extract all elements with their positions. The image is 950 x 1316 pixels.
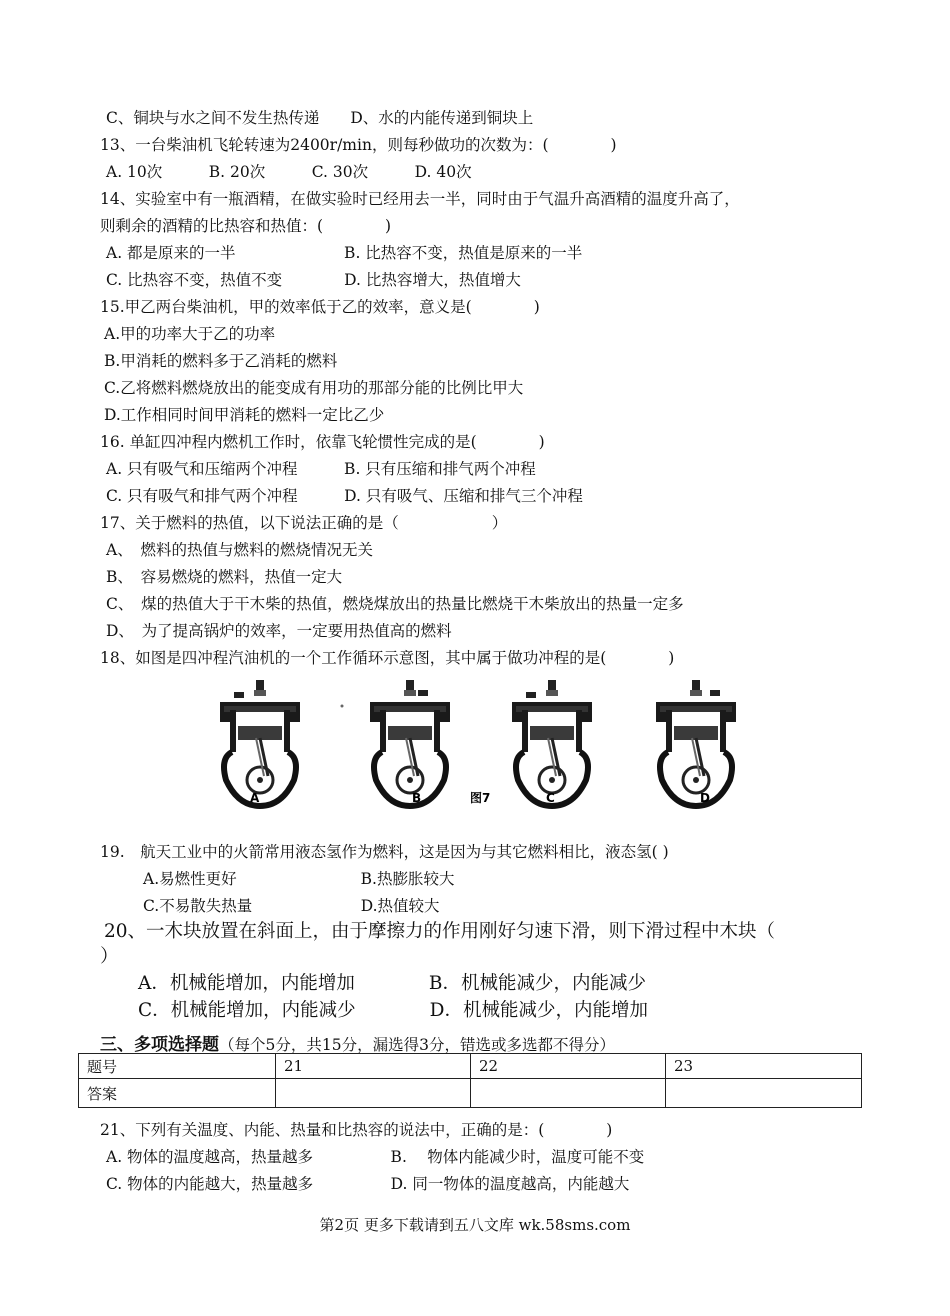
q17-option-d: D、 为了提高锅炉的效率，一定要用热值高的燃料: [106, 622, 452, 640]
q21-stem: 21、下列有关温度、内能、热量和比热容的说法中，正确的是：( ): [100, 1121, 613, 1139]
answer-table-header-row: [79, 1054, 862, 1079]
figure-label-d: D: [700, 791, 710, 805]
answer-table-col-22: 22: [471, 1054, 666, 1079]
q20-stem-1: 20、一木块放置在斜面上，由于摩擦力的作用刚好匀速下滑，则下滑过程中木块（: [104, 921, 776, 942]
section-3-note: （每个5分，共15分，漏选得3分，错选或多选都不得分）: [219, 1036, 615, 1054]
q17-option-c: C、 煤的热值大于干木柴的热值，燃烧煤放出的热量比燃烧干木柴放出的热量一定多: [106, 595, 684, 613]
q19-stem: 19. 航天工业中的火箭常用液态氢作为燃料，这是因为与其它燃料相比，液态氢( ): [100, 843, 669, 861]
answer-cell-22[interactable]: [471, 1079, 666, 1108]
q13-stem: 13、一台柴油机飞轮转速为2400r/min，则每秒做功的次数为：( ): [100, 136, 617, 154]
q17-stem: 17、关于燃料的热值，以下说法正确的是（ ）: [100, 514, 508, 532]
figure-label-a: A: [250, 791, 260, 805]
answer-table: [78, 1053, 862, 1108]
section-3-title: 三、多项选择题: [100, 1035, 219, 1055]
q14-stem-1: 14、实验室中有一瓶酒精，在做实验时已经用去一半，同时由于气温升高酒精的温度升高了，: [100, 190, 740, 208]
figure-label-b: B: [412, 791, 422, 805]
q14-options-ab: A. 都是原来的一半 B. 比热容不变，热值是原来的一半: [106, 244, 583, 262]
section-3-heading: [100, 1030, 615, 1055]
page-footer: 第2页 更多下载请到五八文库 wk.58sms.com: [319, 1216, 631, 1234]
engine-b: [370, 680, 450, 806]
q20-options-ab: A．机械能增加，内能增加 B．机械能减少，内能减少: [138, 973, 646, 994]
q17-option-a: A、 燃料的热值与燃料的燃烧情况无关: [106, 541, 373, 559]
answer-table-col-21: 21: [276, 1054, 471, 1079]
answer-table-col-23: 23: [666, 1054, 862, 1079]
q20-options-cd: C．机械能增加，内能减少 D．机械能减少，内能增加: [138, 1000, 648, 1021]
engine-cycle-figure: [220, 676, 760, 811]
engine-c: [512, 680, 592, 806]
answer-table-header-label: 题号: [79, 1054, 276, 1079]
q16-options-cd: C. 只有吸气和排气两个冲程 D. 只有吸气、压缩和排气三个冲程: [106, 487, 583, 505]
q15-option-d: D.工作相同时间甲消耗的燃料一定比乙少: [104, 406, 385, 424]
q19-options-cd: C.不易散失热量 D.热值较大: [143, 897, 440, 915]
q21-options-cd: C. 物体的内能越大，热量越多 D. 同一物体的温度越高，内能越大: [106, 1175, 630, 1193]
q21-options-ab: A. 物体的温度越高，热量越多 B. 物体内能减少时，温度可能不变: [106, 1148, 645, 1166]
q16-stem: 16. 单缸四冲程内燃机工作时，依靠飞轮惯性完成的是( ): [100, 433, 545, 451]
answer-cell-23[interactable]: [666, 1079, 862, 1108]
engine-d: [656, 680, 736, 806]
q14-stem-2: 则剩余的酒精的比热容和热值：( ): [100, 217, 392, 235]
q15-option-b: B.甲消耗的燃料多于乙消耗的燃料: [104, 352, 338, 370]
q15-option-a: A.甲的功率大于乙的功率: [104, 325, 276, 343]
engine-a: [220, 680, 300, 806]
figure-caption: 图7: [470, 791, 491, 805]
q16-options-ab: A. 只有吸气和压缩两个冲程 B. 只有压缩和排气两个冲程: [106, 460, 536, 478]
q15-option-c: C.乙将燃料燃烧放出的能变成有用功的那部分能的比例比甲大: [104, 379, 524, 397]
q20-stem-2: ）: [100, 946, 119, 967]
q15-stem: 15.甲乙两台柴油机，甲的效率低于乙的效率，意义是( ): [100, 298, 540, 316]
figure-label-c: C: [546, 791, 555, 805]
q12-options-cd: C、铜块与水之间不发生热传递 D、水的内能传递到铜块上: [106, 109, 534, 127]
answer-table-row-label: 答案: [79, 1079, 276, 1108]
q17-option-b: B、 容易燃烧的燃料，热值一定大: [106, 568, 343, 586]
q19-options-ab: A.易燃性更好 B.热膨胀较大: [143, 870, 455, 888]
q18-stem: 18、如图是四冲程汽油机的一个工作循环示意图，其中属于做功冲程的是( ): [100, 649, 675, 667]
q13-options: A. 10次 B. 20次 C. 30次 D. 40次: [106, 163, 472, 181]
answer-cell-21[interactable]: [276, 1079, 471, 1108]
answer-table-answer-row: [79, 1079, 862, 1108]
q14-options-cd: C. 比热容不变，热值不变 D. 比热容增大，热值增大: [106, 271, 521, 289]
